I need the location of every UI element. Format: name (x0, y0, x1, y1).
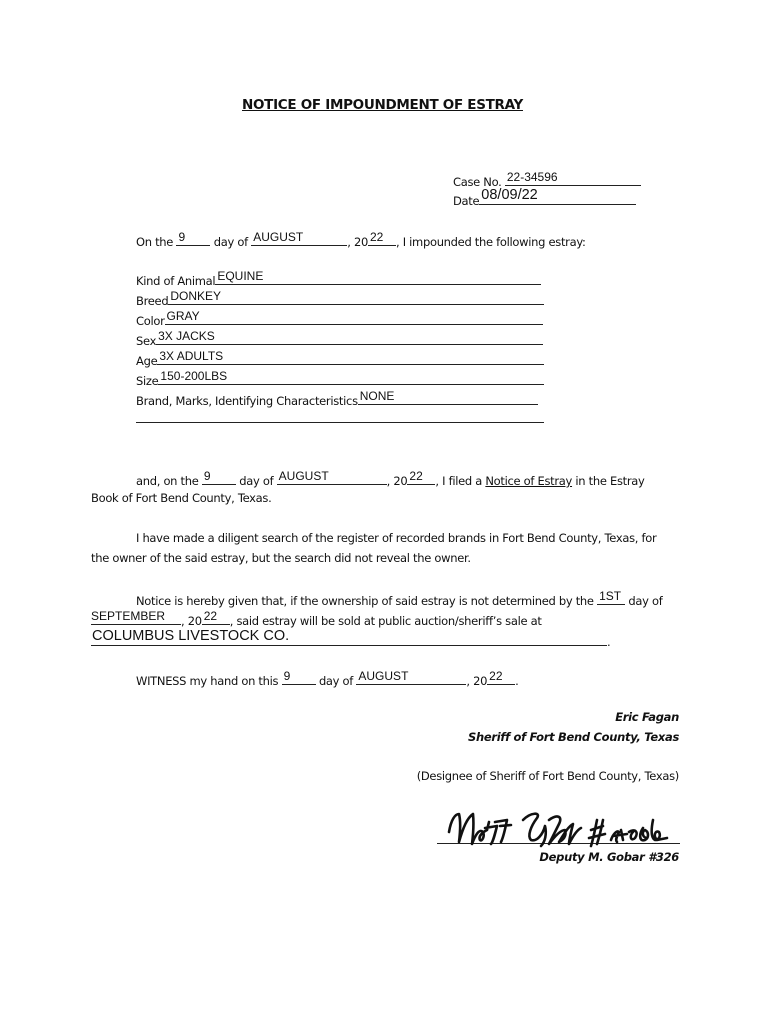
size-label: Size (136, 374, 159, 388)
impound-day-value: 9 (178, 230, 186, 244)
notice-line2 (91, 611, 542, 628)
notice-month-value: SEPTEMBER (91, 609, 166, 623)
sex-row (136, 331, 543, 348)
notice-tail: , said estray will be sold at public auction/sheriff’s sale at (229, 614, 542, 628)
filed-year-prefix: , 20 (386, 474, 408, 488)
size-value: 150-200LBS (160, 369, 228, 383)
notice-day-of: day of (628, 594, 663, 608)
sale-location-field[interactable] (91, 630, 607, 646)
case-number-label: Case No. (453, 175, 502, 189)
witness-end: . (515, 674, 519, 688)
color-value: GRAY (166, 309, 200, 323)
filed-month-value: AUGUST (278, 469, 329, 483)
notice-year-prefix: , 20 (181, 614, 202, 628)
impound-month-value: AUGUST (253, 230, 304, 244)
notice-of-estray-link[interactable]: Notice of Estray (485, 474, 573, 488)
sex-label: Sex (136, 334, 157, 348)
sheriff-title: Sheriff of Fort Bend County, Texas (468, 730, 679, 744)
brand-value: NONE (359, 389, 395, 403)
witness-month-value: AUGUST (358, 669, 409, 683)
notice-text: Notice is hereby given that, if the ownership of said estray is not determined by the (136, 594, 594, 608)
brand-extra-line[interactable] (136, 422, 544, 423)
breed-value: DONKEY (170, 289, 222, 303)
impound-year-value: 22 (370, 230, 384, 244)
notice-year-value: 22 (203, 609, 218, 623)
date-value: 08/09/22 (481, 187, 538, 203)
age-value: 3X ADULTS (159, 349, 224, 363)
notice-month-field[interactable] (91, 611, 181, 625)
breed-field[interactable] (168, 291, 544, 305)
witness-year-prefix: , 20 (466, 674, 488, 688)
kind-value: EQUINE (217, 269, 264, 283)
brand-field[interactable] (358, 391, 538, 405)
notice-year-field[interactable] (202, 611, 230, 625)
date-field[interactable] (479, 187, 636, 205)
filed-month-field[interactable] (277, 471, 387, 485)
handwritten-signature (445, 806, 685, 852)
filed-mid: , I filed a (435, 474, 482, 488)
notice-end: . (607, 635, 611, 649)
impound-day-of: day of (213, 235, 248, 249)
date-row (453, 187, 636, 208)
filed-year-value: 22 (409, 469, 423, 483)
filed-line2: Book of Fort Bend County, Texas. (91, 491, 272, 505)
search-line2: the owner of the said estray, but the search did not reveal the owner. (91, 551, 471, 565)
witness-prefix: WITNESS my hand on this (136, 674, 279, 688)
kind-row (136, 271, 541, 288)
kind-field[interactable] (215, 271, 541, 285)
age-row (136, 351, 544, 368)
witness-sentence (136, 671, 519, 688)
sex-value: 3X JACKS (158, 329, 215, 343)
date-label: Date (453, 194, 480, 208)
witness-year-value: 22 (489, 669, 503, 683)
witness-month-field[interactable] (356, 671, 466, 685)
notice-day-field[interactable] (597, 591, 625, 605)
impound-year-prefix: , 20 (347, 235, 368, 249)
case-number-field[interactable] (505, 172, 641, 186)
size-field[interactable] (158, 371, 544, 385)
impound-month-field[interactable] (251, 232, 347, 246)
filed-year-field[interactable] (407, 471, 435, 485)
printed-signature: Deputy M. Gobar #326 (539, 850, 679, 864)
brand-row (136, 391, 538, 408)
breed-row (136, 291, 544, 308)
witness-day-of: day of (318, 674, 354, 688)
impound-sentence (136, 232, 586, 249)
designee-line: (Designee of Sheriff of Fort Bend County, Texas) (416, 769, 679, 783)
notice-line1 (136, 591, 663, 608)
case-number-value: 22-34596 (506, 170, 558, 184)
witness-year-field[interactable] (487, 671, 515, 685)
breed-label: Breed (136, 294, 169, 308)
filed-sentence (136, 471, 645, 488)
impound-year-field[interactable] (368, 232, 396, 246)
color-row (136, 311, 543, 328)
filed-day-of: day of (239, 474, 274, 488)
witness-day-field[interactable] (282, 671, 316, 685)
kind-label: Kind of Animal (136, 274, 216, 288)
impound-on-the: On the (136, 235, 174, 249)
impound-tail: , I impounded the following estray: (396, 235, 586, 249)
filed-tail: in the Estray (575, 474, 645, 488)
brand-label: Brand, Marks, Identifying Characteristics (136, 394, 358, 408)
filed-day-field[interactable] (202, 471, 236, 485)
color-field[interactable] (165, 311, 543, 325)
color-label: Color (136, 314, 165, 328)
witness-day-value: 9 (283, 669, 291, 683)
filed-and-on-the: and, on the (136, 474, 199, 488)
sex-field[interactable] (156, 331, 543, 345)
document-title: NOTICE OF IMPOUNDMENT OF ESTRAY (242, 97, 523, 113)
sheriff-name: Eric Fagan (615, 710, 679, 724)
age-label: Age (136, 354, 158, 368)
filed-day-value: 9 (203, 469, 211, 483)
size-row (136, 371, 544, 388)
sale-location-value: COLUMBUS LIVESTOCK CO. (92, 628, 290, 644)
search-line1: I have made a diligent search of the register of recorded brands in Fort Bend County, Texas, for (136, 531, 657, 545)
notice-day-value: 1ST (599, 589, 622, 603)
notice-line3 (91, 630, 610, 649)
impound-day-field[interactable] (176, 232, 210, 246)
age-field[interactable] (157, 351, 544, 365)
